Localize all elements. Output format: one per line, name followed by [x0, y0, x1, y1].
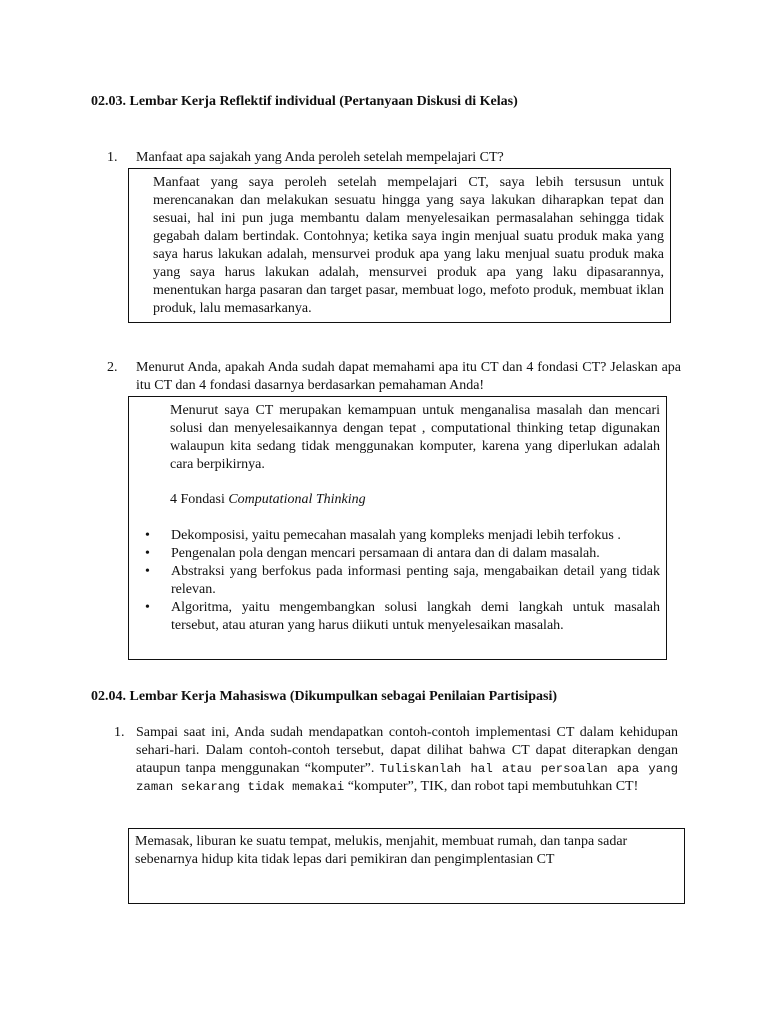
answer-intro: Menurut saya CT merupakan kemampuan untuk menganalisa masalah dan mencari solusi dan menyelesaikannya dengan tepat , computational thinking tetap digunakan walaupun kita sedang tidak menggunakan komputer, karena yang diperlukan adalah cara berpikirnya.	[170, 403, 660, 472]
fondasi-italic: Computational Thinking	[228, 492, 366, 507]
answer-box-3	[128, 828, 685, 904]
question-mono: Tuliskanlah hal atau persoalan apa yang zaman sekarang tidak memakai	[136, 762, 679, 794]
bullet-icon: •	[145, 546, 150, 561]
section-heading-reflektif: 02.03. Lembar Kerja Reflektif individual (Pertanyaan Diskusi di Kelas)	[91, 94, 518, 109]
list-item: • Abstraksi yang berfokus pada informasi penting saja, mengabaikan detail yang tidak relevan.	[145, 564, 660, 597]
question-number: 2.	[107, 360, 118, 375]
list-item: • Pengenalan pola dengan mencari persamaan di antara dan di dalam masalah.	[145, 546, 600, 561]
fondasi-prefix: 4 Fondasi	[170, 492, 225, 507]
question-text: Menurut Anda, apakah Anda sudah dapat memahami apa itu CT dan 4 fondasi CT? Jelaskan apa itu CT dan 4 fondasi dasarnya berdasarkan pemahaman Anda!	[136, 360, 681, 393]
bullet-icon: •	[145, 528, 150, 543]
question-text	[136, 724, 678, 796]
answer-text: Memasak, liburan ke suatu tempat, melukis, menjahit, membuat rumah, dan tanpa sadar sebenarnya hidup kita tidak lepas dari pemikiran dan pengimplentasian CT	[135, 834, 628, 867]
question-tail: “komputer”, TIK, dan robot tapi membutuhkan CT!	[347, 779, 639, 794]
bullet-icon: •	[145, 564, 150, 579]
bullet-icon: •	[145, 600, 150, 615]
fondasi-list	[145, 527, 660, 635]
question-text: Manfaat apa sajakah yang Anda peroleh setelah mempelajari CT?	[136, 150, 504, 165]
fondasi-heading	[170, 491, 660, 509]
question-number: 1.	[107, 150, 118, 165]
section-heading-mahasiswa: 02.04. Lembar Kerja Mahasiswa (Dikumpulkan sebagai Penilaian Partisipasi)	[91, 689, 558, 704]
list-item: • Dekomposisi, yaitu pemecahan masalah yang kompleks menjadi lebih terfokus .	[145, 528, 621, 543]
answer-box-1	[128, 168, 671, 323]
question-serif: Sampai saat ini, Anda sudah mendapatkan contoh-contoh implementasi CT dalam kehidupan sehari-hari. Dalam contoh-contoh tersebut, dapat dilihat bahwa CT dapat diterapkan dengan ataupun tanpa menggunakan “komputer”.	[136, 725, 678, 776]
answer-text: Manfaat yang saya peroleh setelah mempelajari CT, saya lebih tersusun untuk merencanakan dan melakukan sesuatu hingga yang saya lakukan diharapkan tepat dan sesuai, hal ini pun juga membantu dalam menyelesaikan permasalahan sehingga tidak gegabah dalam bertindak. Contohnya; ketika saya ingin menjual suatu produk maka yang saya harus lakukan adalah, mensurvei produk apa yang laku menjual suatu produk maka yang saya harus lakukan adalah, mensurvei produk apa yang laku dipasarannya, menentukan harga pasaran dan target pasar, membuat logo, mefoto produk, membuat iklan produk, lalu memasarkanya.	[153, 175, 664, 316]
question-number: 1.	[114, 725, 125, 740]
answer-box-2	[128, 396, 667, 660]
list-item: • Algoritma, yaitu mengembangkan solusi langkah demi langkah untuk masalah tersebut, atau aturan yang harus diikuti untuk menyelesaikan masalah.	[145, 600, 660, 633]
